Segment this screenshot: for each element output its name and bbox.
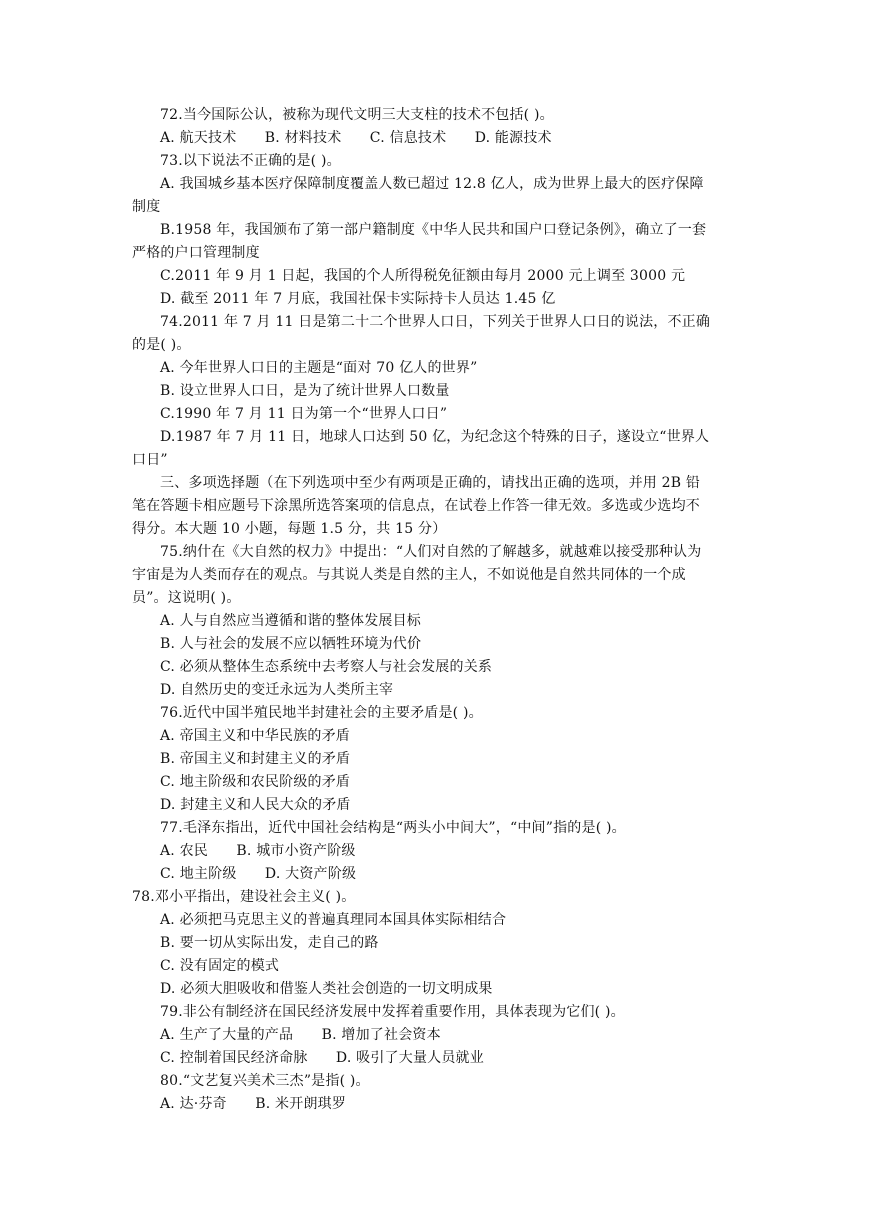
question-74-option-a: A. 今年世界人口日的主题是“面对 70 亿人的世界” [160,360,478,376]
question-72: 72.当今国际公认，被称为现代文明三大支柱的技术不包括( )。 [160,107,554,123]
question-78-option-d: D. 必须大胆吸收和借鉴人类社会创造的一切文明成果 [160,981,493,997]
question-76-option-d: D. 封建主义和人民大众的矛盾 [160,797,351,813]
question-76: 76.近代中国半殖民地半封建社会的主要矛盾是( )。 [160,705,483,721]
question-77-options-cd: C. 地主阶级 D. 大资产阶级 [160,866,357,882]
question-74-option-c: C.1990 年 7 月 11 日为第一个“世界人口日” [160,406,448,422]
question-74-cont: 的是( )。 [132,337,191,353]
question-72-options: A. 航天技术 B. 材料技术 C. 信息技术 D. 能源技术 [160,130,552,146]
question-76-option-a: A. 帝国主义和中华民族的矛盾 [160,728,351,744]
question-79-options-ab: A. 生产了大量的产品 B. 增加了社会资本 [160,1027,441,1043]
question-75-option-b: B. 人与社会的发展不应以牺牲环境为代价 [160,636,422,652]
question-74-option-b: B. 设立世界人口日，是为了统计世界人口数量 [160,383,450,399]
question-73-option-d: D. 截至 2011 年 7 月底，我国社保卡实际持卡人员达 1.45 亿 [160,291,556,307]
question-79: 79.非公有制经济在国民经济发展中发挥着重要作用，具体表现为它们( )。 [160,1004,625,1020]
section-3-heading-cont-1: 笔在答题卡相应题号下涂黑所选答案项的信息点，在试卷上作答一律无效。多选或少选均不 [132,498,700,514]
question-75-option-c: C. 必须从整体生态系统中去考察人与社会发展的关系 [160,659,493,675]
question-76-option-c: C. 地主阶级和农民阶级的矛盾 [160,774,351,790]
question-75-cont-2: 员”。这说明( )。 [132,590,241,606]
question-78-option-a: A. 必须把马克思主义的普遍真理同本国具体实际相结合 [160,912,507,928]
question-75-option-d: D. 自然历史的变迁永远为人类所主宰 [160,682,394,698]
question-73-option-b-cont: 严格的户口管理制度 [132,245,260,261]
question-75-option-a: A. 人与自然应当遵循和谐的整体发展目标 [160,613,422,629]
question-74-option-d: D.1987 年 7 月 11 日，地球人口达到 50 亿，为纪念这个特殊的日子，遂设立“世界人 [160,429,710,445]
question-73: 73.以下说法不正确的是( )。 [160,153,341,169]
question-77-options-ab: A. 农民 B. 城市小资产阶级 [160,843,356,859]
question-74: 74.2011 年 7 月 11 日是第二十二个世界人口日，下列关于世界人口日的说法，不正确 [160,314,711,330]
question-79-options-cd: C. 控制着国民经济命脉 D. 吸引了大量人员就业 [160,1050,484,1066]
question-78-option-b: B. 要一切从实际出发，走自己的路 [160,935,379,951]
question-78: 78.邓小平指出，建设社会主义( )。 [132,889,356,905]
question-80: 80.“文艺复兴美术三杰”是指( )。 [160,1073,370,1089]
question-77: 77.毛泽东指出，近代中国社会结构是“两头小中间大”，“中间”指的是( )。 [160,820,626,836]
question-74-option-d-cont: 口日” [132,452,168,468]
question-73-option-a-cont: 制度 [132,199,161,215]
question-73-option-c: C.2011 年 9 月 1 日起，我国的个人所得税免征额由每月 2000 元上调至 3000 元 [160,268,686,284]
question-75-cont-1: 宇宙是为人类而存在的观点。与其说人类是自然的主人，不如说他是自然共同体的一个成 [132,567,686,583]
question-76-option-b: B. 帝国主义和封建主义的矛盾 [160,751,351,767]
question-73-option-a: A. 我国城乡基本医疗保障制度覆盖人数已超过 12.8 亿人，成为世界上最大的医疗保障 [160,176,704,192]
question-75: 75.纳什在《大自然的权力》中提出：“人们对自然的了解越多，就越难以接受那种认为 [160,544,702,560]
question-78-option-c: C. 没有固定的模式 [160,958,280,974]
section-3-heading-cont-2: 得分。本大题 10 小题，每题 1.5 分，共 15 分） [132,521,447,537]
section-3-heading: 三、多项选择题（在下列选项中至少有两项是正确的，请找出正确的选项，并用 2B 铅 [160,475,701,491]
question-80-options-ab: A. 达·芬奇 B. 米开朗琪罗 [160,1096,347,1112]
question-73-option-b: B.1958 年，我国颁布了第一部户籍制度《中华人民共和国户口登记条例》，确立了一套 [160,222,707,238]
